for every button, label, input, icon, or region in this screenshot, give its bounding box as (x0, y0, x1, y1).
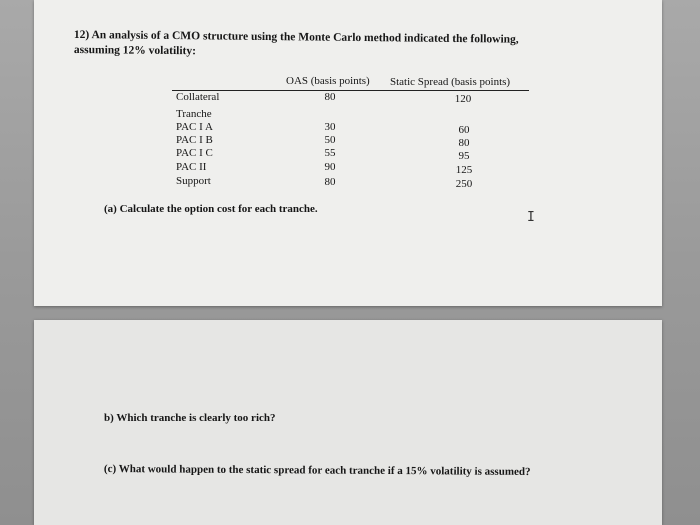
header-oas: OAS (basis points) (286, 75, 370, 87)
tranche-oas: 80 (324, 176, 336, 188)
header-static-spread: Static Spread (basis points) (390, 76, 511, 88)
text-cursor-icon: I (527, 210, 535, 225)
tranche-heading: Tranche (176, 108, 212, 120)
question-title-line-2: assuming 12% volatility: (73, 44, 197, 58)
tranche-label: PAC I C (176, 147, 213, 159)
part-a-question: (a) Calculate the option cost for each tranche. (104, 203, 318, 215)
tranche-label: Support (176, 175, 211, 187)
tranche-spread: 80 (458, 137, 470, 149)
tranche-oas: 90 (324, 161, 336, 173)
tranche-oas: 50 (324, 134, 336, 146)
collateral-label: Collateral (176, 91, 220, 103)
header-rule (172, 90, 529, 91)
tranche-oas: 30 (324, 121, 336, 133)
part-c-question: (c) What would happen to the static spread for each tranche if a 15% volatility is assumed? (103, 463, 531, 478)
tranche-spread: 95 (458, 150, 470, 162)
tranche-spread: 125 (455, 164, 473, 176)
collateral-oas: 80 (324, 91, 336, 103)
part-b-question: b) Which tranche is clearly too rich? (104, 412, 276, 424)
tranche-oas: 55 (324, 147, 336, 159)
tranche-spread: 250 (455, 178, 473, 190)
tranche-label: PAC I B (176, 134, 213, 146)
tranche-label: PAC II (176, 161, 207, 173)
tranche-spread: 60 (458, 124, 470, 136)
question-title-line-1: 12) An analysis of a CMO structure using the Monte Carlo method indicated the following, (73, 29, 519, 46)
collateral-spread: 120 (454, 93, 472, 105)
tranche-label: PAC I A (176, 121, 213, 133)
